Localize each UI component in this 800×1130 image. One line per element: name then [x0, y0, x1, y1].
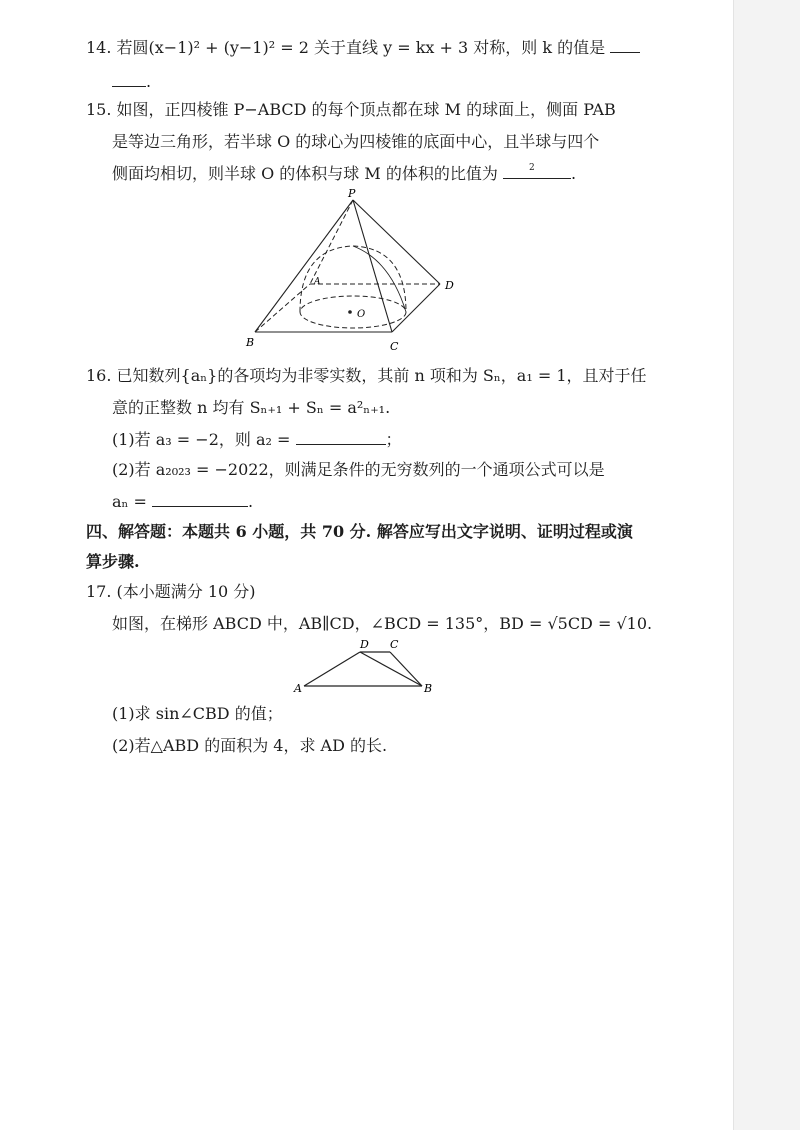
q16-part2-answer: aₙ = . — [112, 492, 254, 511]
pyramid-figure — [240, 186, 470, 354]
q15-line2: 是等边三角形，若半球 O 的球心为四棱锥的底面中心，且半球与四个 — [112, 132, 600, 151]
edge-CD — [392, 284, 440, 332]
label-A: A — [294, 682, 302, 695]
q16-line1: 16. 已知数列{aₙ}的各项均为非零实数，其前 n 项和为 Sₙ，a₁ = 1，且对于任 — [86, 366, 647, 385]
q15-line3: 侧面均相切，则半球 O 的体积与球 M 的体积的比值为 2 . — [112, 164, 576, 184]
q16-part1-blank[interactable] — [296, 430, 386, 445]
q16-part2: (2)若 a₂₀₂₃ = −2022，则满足条件的无穷数列的一个通项公式可以是 — [112, 460, 605, 479]
center-O-point — [348, 310, 352, 314]
q15-answer-blank[interactable] — [503, 164, 571, 179]
edge-PA — [310, 200, 353, 284]
label-C: C — [390, 638, 399, 651]
q14-line1: 14. 若圆(x−1)² + (y−1)² = 2 关于直线 y = kx + 3 对称，则 k 的值是 — [86, 38, 640, 58]
section4-line2: 算步骤. — [86, 552, 140, 571]
q16-part1: (1)若 a₃ = −2，则 a₂ = ； — [112, 430, 402, 449]
q17-header: 17. (本小题满分 10 分) — [86, 582, 256, 601]
section4-line1: 四、解答题：本题共 6 小题，共 70 分. 解答应写出文字说明、证明过程或演 — [86, 522, 633, 541]
trapezoid-figure — [290, 636, 440, 698]
label-B: B — [424, 682, 433, 695]
q16-line2: 意的正整数 n 均有 Sₙ₊₁ + Sₙ = a²ₙ₊₁. — [112, 398, 391, 417]
edge-PB — [255, 200, 353, 332]
hemisphere-base — [300, 296, 406, 328]
scan-edge-line — [733, 0, 734, 1130]
label-D: D — [445, 279, 454, 292]
hemisphere-arc — [353, 246, 406, 312]
q17-part1: (1)求 sin∠CBD 的值； — [112, 704, 283, 723]
label-A: A — [314, 277, 321, 287]
segment-DB — [360, 652, 422, 686]
label-D: D — [360, 638, 369, 651]
label-P: P — [348, 187, 356, 200]
q14-answer-blank[interactable] — [610, 38, 640, 53]
label-C: C — [390, 340, 399, 353]
label-O: O — [357, 309, 366, 320]
q15-line1: 15. 如图，正四棱锥 P−ABCD 的每个顶点都在球 M 的球面上，侧面 PAB — [86, 100, 616, 119]
q15-handwritten-answer: 2 — [528, 163, 535, 173]
q14-answer-blank-continued[interactable] — [112, 72, 146, 87]
scan-edge — [734, 0, 800, 1130]
edge-PD — [353, 200, 440, 284]
label-B: B — [246, 336, 255, 349]
q17-stem: 如图，在梯形 ABCD 中，AB∥CD，∠BCD = 135°，BD = √5CD = √10. — [112, 614, 653, 633]
q16-part2-blank[interactable] — [152, 492, 248, 507]
q14-line2: . — [112, 72, 151, 92]
q17-part2: (2)若△ABD 的面积为 4，求 AD 的长. — [112, 736, 388, 755]
segment-CB — [390, 652, 422, 686]
segment-AD — [304, 652, 360, 686]
